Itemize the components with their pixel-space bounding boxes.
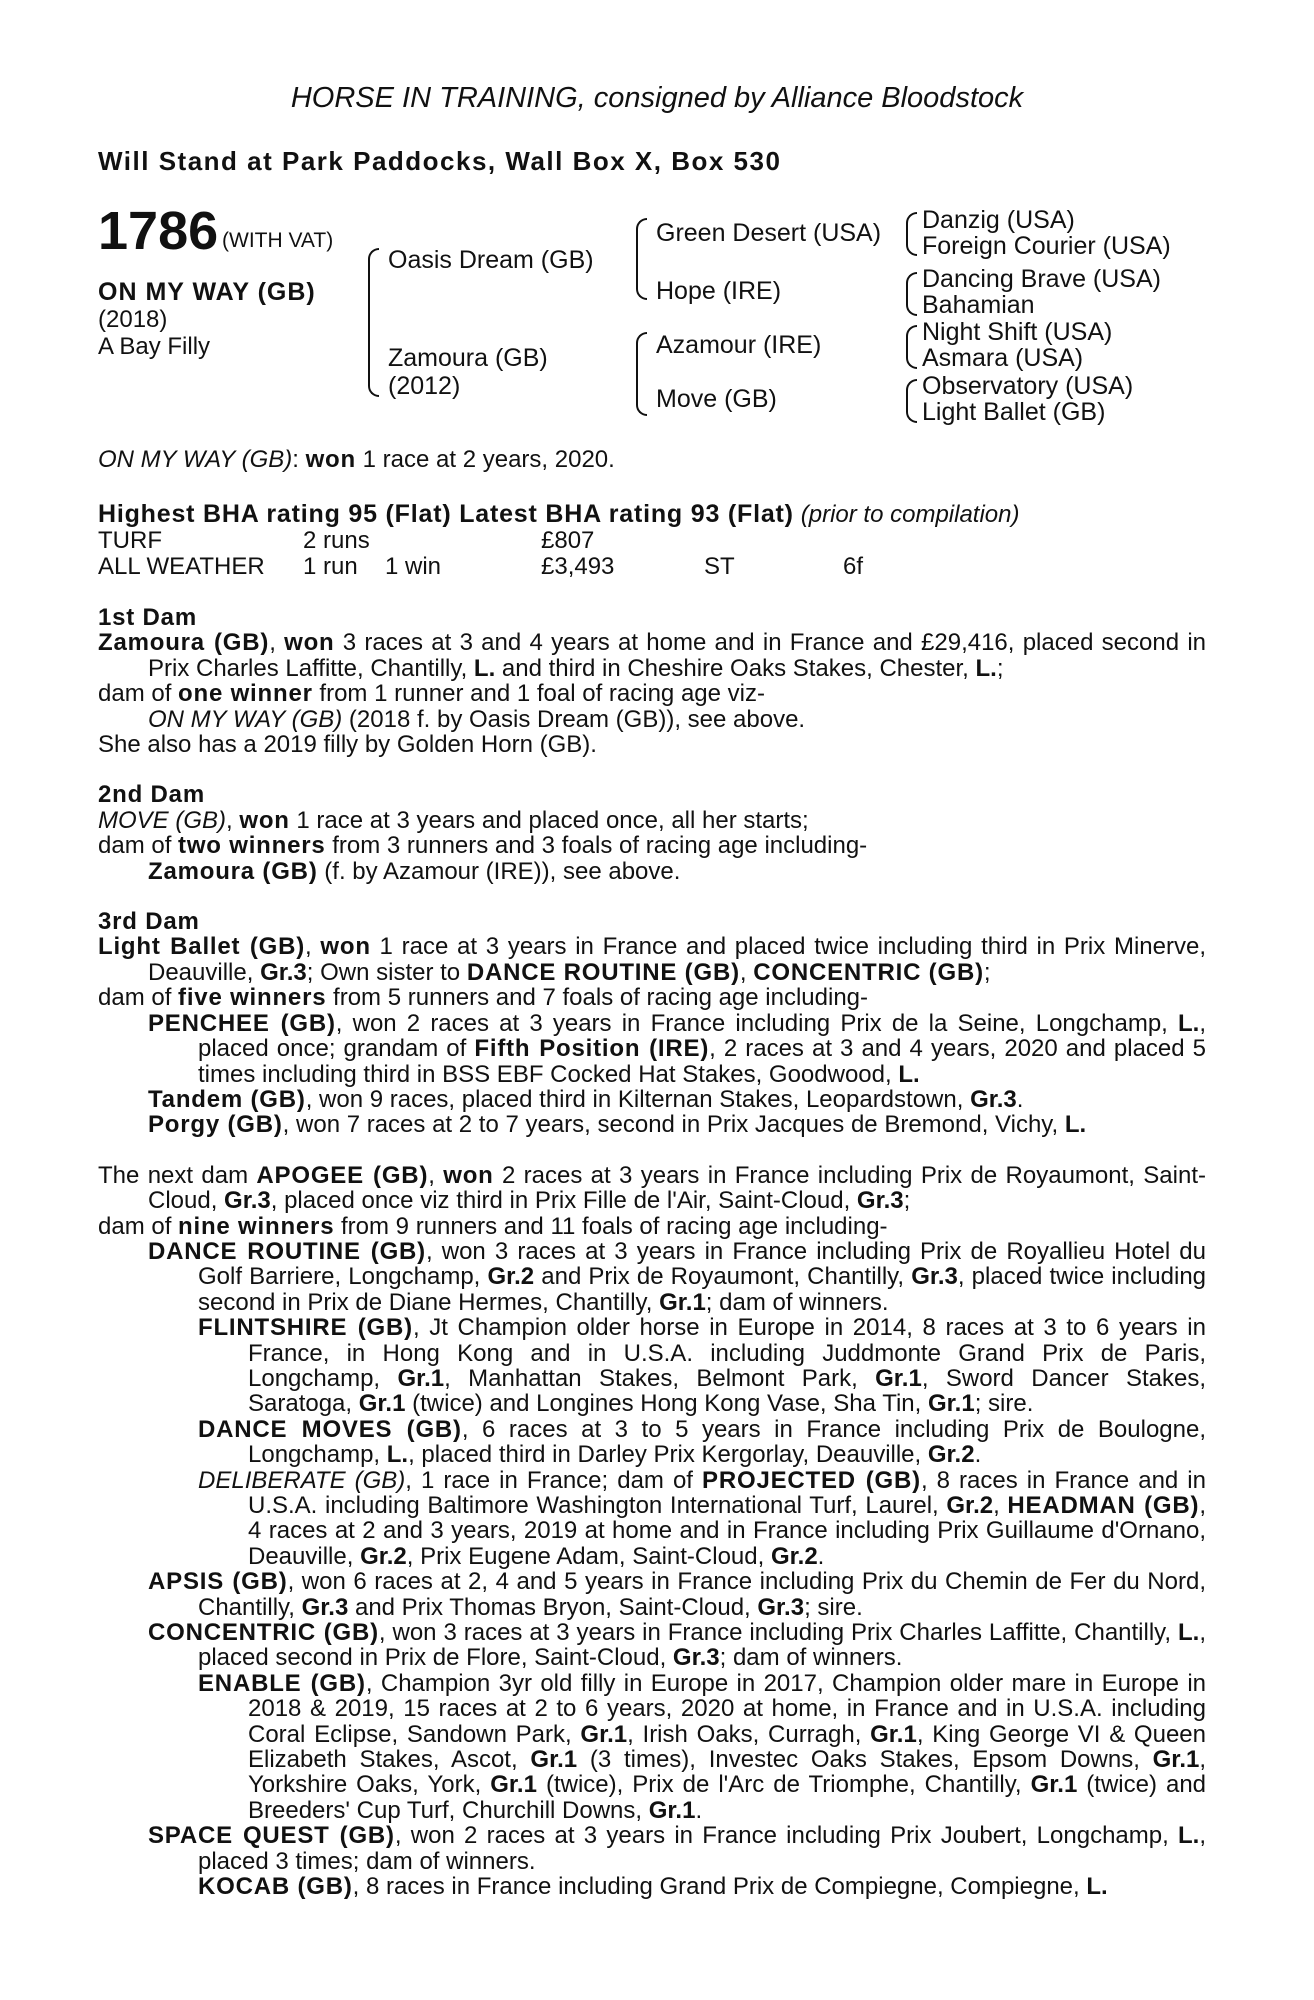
section-heading: 2nd Dam xyxy=(98,781,205,809)
produce-item: DELIBERATE (GB), 1 race in France; dam of PROJECTED (GB), 8 races in France and in U.S.A. including Baltimore Washington International Turf, Laurel, Gr.2, HEADMAN (GB), 4 races at 2 and 3 years, 2019 at home and in France including Prix Guillaume d'Ornano, Deauville, Gr.2, Prix Eugene Adam, Saint-Cloud, Gr.2. xyxy=(198,1466,1206,1570)
pedigree-g6: Asmara (USA) xyxy=(922,344,1084,372)
stats-prize: £807 xyxy=(541,527,595,554)
produce-item: ENABLE (GB), Champion 3yr old filly in Europe in 2017, Champion older mare in Europe in 2018 & 2019, 15 races at 2 to 6 years, 2020 at home, in France and in U.S.A. including Coral Eclipse, Sandown Park, Gr.1, Irish Oaks, Curragh, Gr.1, King George VI & Queen Elizabeth Stakes, Ascot, Gr.1 (3 times), Investec Oaks Stakes, Epsom Downs, Gr.1, Yorkshire Oaks, York, Gr.1 (twice), Prix de l'Arc de Triomphe, Chantilly, Gr.1 (twice) and Breeders' Cup Turf, Churchill Downs, Gr.1. xyxy=(198,1669,1207,1824)
pedigree-dam-dam: Move (GB) xyxy=(656,385,777,413)
pedigree-brace xyxy=(636,332,647,416)
dam-produce: dam of five winners from 5 runners and 7 foals of racing age including- xyxy=(98,984,869,1012)
pedigree-sire-sire: Green Desert (USA) xyxy=(656,219,882,247)
stand-location: Will Stand at Park Paddocks, Wall Box X, Box 530 xyxy=(98,146,782,176)
catalogue-header: HORSE IN TRAINING, consigned by Alliance Bloodstock xyxy=(290,82,1024,114)
stats-prize: £3,493 xyxy=(541,553,615,580)
dam-produce: dam of nine winners from 9 runners and 11 foals of racing age including- xyxy=(98,1212,888,1240)
pedigree-dam-year: (2012) xyxy=(388,372,461,400)
produce-item: DANCE MOVES (GB), 6 races at 3 to 5 years in France including Prix de Boulogne, Longchamp, L., placed third in Darley Prix Kergorlay, Deauville, Gr.2. xyxy=(198,1415,1207,1469)
produce-item: ON MY WAY (GB) (2018 f. by Oasis Dream (GB)), see above. xyxy=(148,705,806,733)
pedigree-sire-dam: Hope (IRE) xyxy=(656,277,782,305)
pedigree-sire: Oasis Dream (GB) xyxy=(388,246,594,274)
pedigree-g7: Observatory (USA) xyxy=(922,372,1134,400)
pedigree-g3: Dancing Brave (USA) xyxy=(922,265,1161,293)
rating-line: Highest BHA rating 95 (Flat) Latest BHA rating 93 (Flat) (prior to compilation) xyxy=(98,500,1020,528)
pedigree-g8: Light Ballet (GB) xyxy=(922,398,1106,426)
produce-item: PENCHEE (GB), won 2 races at 3 years in France including Prix de la Seine, Longchamp, L., placed once; grandam of Fifth Position (IRE), 2 races at 3 and 4 years, 2020 and placed 5 times including third in BSS EBF Cocked Hat Stakes, Goodwood, L. xyxy=(148,1009,1207,1088)
pedigree-brace xyxy=(636,218,647,300)
section-heading: 1st Dam xyxy=(98,604,197,631)
summary-horse: ON MY WAY (GB) xyxy=(98,446,293,473)
pedigree-g4: Bahamian xyxy=(922,291,1035,319)
lot-number: 1786 xyxy=(98,201,219,261)
pedigree-brace xyxy=(906,272,917,316)
stats-runs: 1 run xyxy=(303,553,358,580)
stats-runs: 2 runs xyxy=(303,527,370,554)
horse-year: (2018) xyxy=(98,306,168,333)
stats-distance: 6f xyxy=(843,553,864,580)
stats-surface: TURF xyxy=(98,527,162,554)
produce-item: SPACE QUEST (GB), won 2 races at 3 years in France including Prix Joubert, Longchamp, L., placed 3 times; dam of winners. xyxy=(148,1822,1207,1875)
stats-wins: 1 win xyxy=(385,553,442,580)
race-summary: ON MY WAY (GB): won 1 race at 2 years, 2020. xyxy=(98,446,615,473)
pedigree-brace xyxy=(906,325,917,369)
vat-note: (WITH VAT) xyxy=(222,229,334,252)
produce-item: CONCENTRIC (GB), won 3 races at 3 years in France including Prix Charles Laffitte, Chantilly, L., placed second in Prix de Flore, Saint-Cloud, Gr.3; dam of winners. xyxy=(148,1619,1206,1672)
dam-entry: MOVE (GB), won 1 race at 3 years and placed once, all her starts; xyxy=(98,806,809,834)
dam-entry: The next dam APOGEE (GB), won 2 races at 3 years in France including Prix de Royaumont, Saint-Cloud, Gr.3, placed once viz third in Prix Fille de l'Air, Saint-Cloud, Gr.3; xyxy=(98,1161,1206,1215)
dam-entry: Light Ballet (GB), won 1 race at 3 years in France and placed twice including third in Prix Minerve, Deauville, Gr.3; Own sister to DANCE ROUTINE (GB), CONCENTRIC (GB); xyxy=(98,933,1206,986)
produce-item: Tandem (GB), won 9 races, placed third in Kilternan Stakes, Leopardstown, Gr.3. xyxy=(148,1085,1024,1113)
produce-item: Porgy (GB), won 7 races at 2 to 7 years, second in Prix Jacques de Bremond, Vichy, L. xyxy=(148,1111,1087,1139)
pedigree-dam-sire: Azamour (IRE) xyxy=(656,331,822,359)
produce-item: Zamoura (GB) (f. by Azamour (IRE)), see above. xyxy=(148,857,681,885)
horse-description: A Bay Filly xyxy=(98,333,211,360)
pedigree-g5: Night Shift (USA) xyxy=(922,318,1113,346)
first-dam-section xyxy=(98,605,1206,1900)
dam-produce: dam of one winner from 1 runner and 1 foal of racing age viz- xyxy=(98,680,765,708)
pedigree-g2: Foreign Courier (USA) xyxy=(922,232,1171,260)
pedigree-brace xyxy=(368,248,379,397)
stats-surface: ALL WEATHER xyxy=(98,553,265,580)
dam-produce: dam of two winners from 3 runners and 3 foals of racing age including- xyxy=(98,832,868,860)
produce-item: DANCE ROUTINE (GB), won 3 races at 3 years in France including Prix de Royallieu Hotel du Golf Barriere, Longchamp, Gr.2 and Prix de Royaumont, Chantilly, Gr.3, placed twice including second in Prix de Diane Hermes, Chantilly, Gr.1; dam of winners. xyxy=(148,1237,1207,1316)
produce-item: KOCAB (GB), 8 races in France including Grand Prix de Compiegne, Compiegne, L. xyxy=(198,1873,1108,1901)
pedigree-brace xyxy=(906,379,917,423)
horse-name: ON MY WAY (GB) xyxy=(98,278,316,306)
pedigree-g1: Danzig (USA) xyxy=(922,206,1075,234)
pedigree-dam: Zamoura (GB) xyxy=(388,344,548,372)
pedigree-brace xyxy=(906,212,917,256)
dam-entry: Zamoura (GB), won 3 races at 3 and 4 years at home and in France and £29,416, placed second in Prix Charles Laffitte, Chantilly, L. and third in Cheshire Oaks Stakes, Chester, L.; xyxy=(98,629,1207,682)
section-heading: 3rd Dam xyxy=(98,908,200,936)
produce-item: FLINTSHIRE (GB), Jt Champion older horse in Europe in 2014, 8 races at 3 to 6 years in France, in Hong Kong and in U.S.A. including Juddmonte Grand Prix de Paris, Longchamp, Gr.1, Manhattan Stakes, Belmont Park, Gr.1, Sword Dancer Stakes, Saratoga, Gr.1 (twice) and Longines Hong Kong Vase, Sha Tin, Gr.1; sire. xyxy=(198,1314,1206,1418)
stats-type: ST xyxy=(704,553,735,580)
produce-note: She also has a 2019 filly by Golden Horn (GB). xyxy=(98,731,597,759)
produce-item: APSIS (GB), won 6 races at 2, 4 and 5 years in France including Prix du Chemin de Fer du Nord, Chantilly, Gr.3 and Prix Thomas Bryon, Saint-Cloud, Gr.3; sire. xyxy=(148,1568,1206,1621)
